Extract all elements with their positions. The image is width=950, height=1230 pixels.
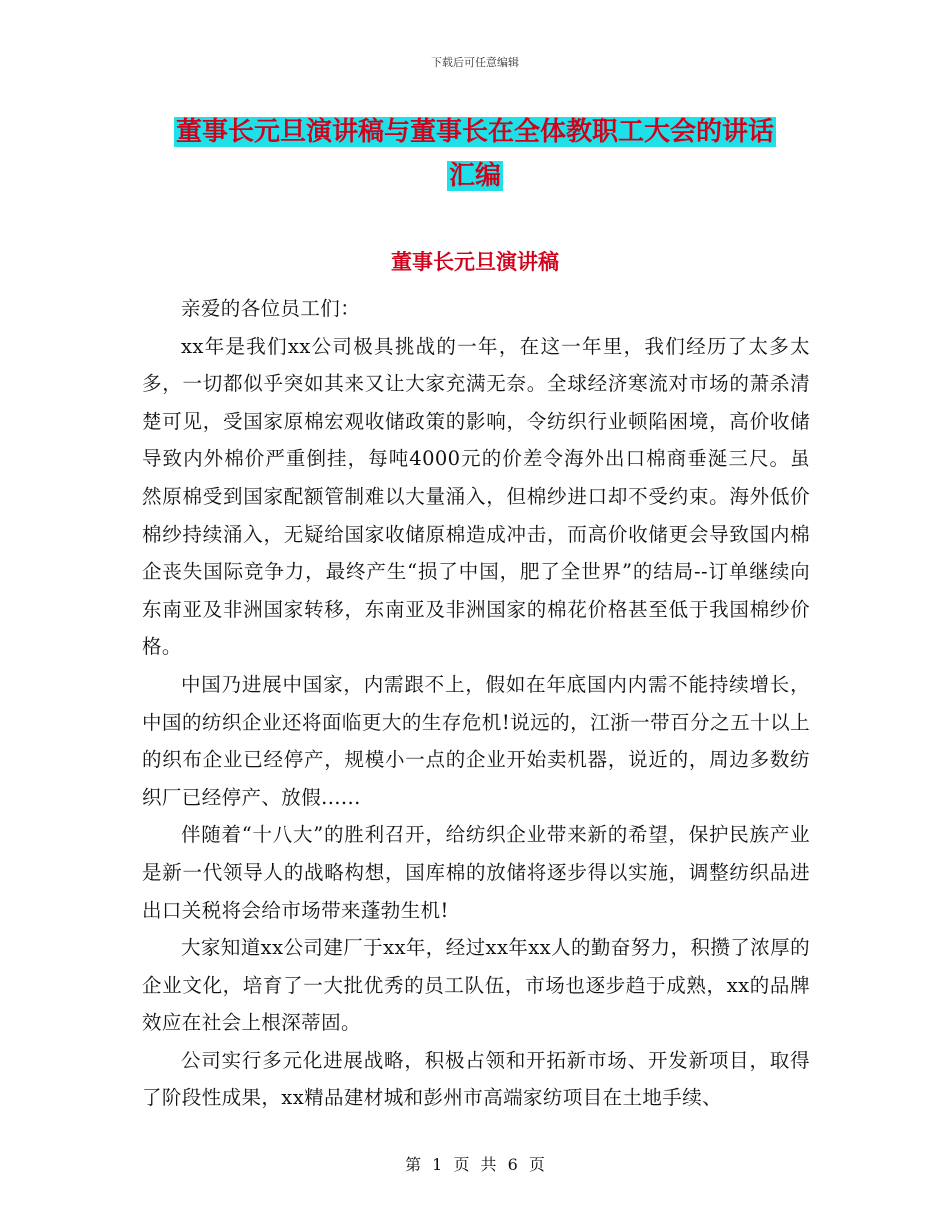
paragraph: 公司实行多元化进展战略，积极占领和开拓新市场、开发新项目，取得了阶段性成果，xx精品建材城和彭州市高端家纺项目在土地手续、: [142, 1048, 810, 1110]
section-title: 董事长元旦演讲稿: [391, 249, 559, 274]
paragraph: 大家知道xx公司建厂于xx年，经过xx年xx人的勤奋努力，积攒了浓厚的企业文化，培育了一大批优秀的员工队伍，市场也逐步趋于成熟，xx的品牌效应在社会上根深蒂固。: [142, 936, 810, 1035]
paragraph: 中国乃进展中国家，内需跟不上，假如在年底国内内需不能持续增长，中国的纺织企业还将面临更大的生存危机!说远的，江浙一带百分之五十以上的织布企业已经停产，规模小一点的企业开始卖机器，说近的，周边多数纺织厂已经停产、放假......: [142, 672, 810, 809]
page-number-footer: 第 1 页 共 6 页: [405, 1155, 545, 1174]
document-title-line-1: [140, 112, 810, 152]
salutation: 亲爱的各位员工们：: [181, 297, 361, 320]
document-body: [142, 290, 810, 1117]
paragraph: 伴随着“十八大”的胜利召开，给纺织企业带来新的希望，保护民族产业是新一代领导人的战略构想，国库棉的放储将逐步得以实施，调整纺织品进出口关税将会给市场带来蓬勃生机!: [142, 823, 810, 922]
title-highlight: 汇编: [448, 161, 501, 191]
paragraph: xx年是我们xx公司极具挑战的一年，在这一年里，我们经历了太多太多，一切都似乎突如其来又让大家充满无奈。全球经济寒流对市场的萧杀清楚可见，受国家原棉宏观收储政策的影响，令纺织行业顿陷困境，高价收储导致内外棉价严重倒挂，每吨4000元的价差令海外出口棉商垂涎三尺。虽然原棉受到国家配额管制难以大量涌入，但棉纱进口却不受约束。海外低价棉纱持续涌入，无疑给国家收储原棉造成冲击，而高价收储更会导致国内棉企丧失国际竞争力，最终产生“损了中国，肥了全世界”的结局--订单继续向东南亚及非洲国家转移，东南亚及非洲国家的棉花价格甚至低于我国棉纱价格。: [142, 334, 810, 659]
title-highlight: 董事长元旦演讲稿与董事长在全体教职工大会的讲话: [175, 117, 774, 147]
page-header-note: 下载后可任意编辑: [431, 56, 519, 69]
document-title-line-2: [140, 156, 810, 196]
